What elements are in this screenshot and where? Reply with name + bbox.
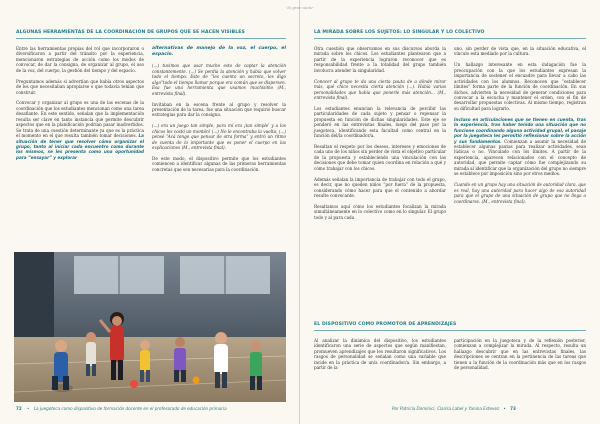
paragraph: Invitaban en la escena frente al grupo y resolver la presentación de la tarea. fue una situación que requirió buscar estrategias para dar la consigna. bbox=[152, 101, 286, 118]
right-section2-rule bbox=[314, 330, 586, 331]
page-gutter bbox=[299, 0, 300, 424]
right-title-rule bbox=[314, 38, 586, 39]
right-section2-title: EL DISPOSITIVO COMO PROMOTOR DE APRENDIZAJES bbox=[314, 322, 457, 327]
paragraph: Un hallazgo interesante en esta indagación fue la preocupación con la que los estudiantes expresan la importancia de sostener el encuadre para llevar a cabo las actividades con los alumnos. Reconocen que “establecer límites” forma parte de la función de coordinación. En sus dichos, advierten la necesidad de generar condiciones para convocar a la escucha y mantener el orden, con el fin de desarrollar propuestas colectivas. Al mismo tiempo, registran su dificultad para lograrlo. bbox=[454, 62, 586, 111]
paragraph: Resaltamos aquí cómo los estudiantes focalizan la mirada simultáneamente en lo colectivo como en lo singular. El grupo todo y al para cada bbox=[314, 203, 446, 220]
left-column-1 bbox=[16, 46, 144, 160]
left-title-rule bbox=[16, 38, 286, 39]
left-section-title: ALGUNAS HERRAMIENTAS DE LA COORDINACIÓN DE GRUPOS QUE SE HACEN VISIBLES bbox=[16, 30, 245, 35]
footer-authors: Por Patricia Domínici, Clarisa Label y Yanina Estevez bbox=[392, 406, 500, 411]
right-s1-column-2 bbox=[454, 46, 586, 204]
paragraph: uno, sin perder de vista que, en la situación educativa, el vínculo está mediado por la cultura. bbox=[454, 46, 586, 57]
right-s1-column-1 bbox=[314, 46, 446, 220]
paragraph: participación en la juegoteca y de la reflexión posterior, comienzan a complejizar la mirada. Al respecto, resulta un hallazgo descubrir que en las entrevistas finales, las descripciones se centran en la pertinencia de las tareas que tienen a la función de la coordinación más que en los rasgos de personalidad. bbox=[454, 338, 586, 371]
paragraph: Resaltan el respeto por los deseos, intereses y emociones de cada uno de los niños sin perder de vista el objetivo particular de la propuesta y estableciendo una vinculación con las decisiones que debe tomar quien coordina en relación a qué y cómo trabajar con los chicos. bbox=[314, 143, 446, 171]
interview-quote: (...) tuvimos que usar mucho esto de captar la atención constantemente. (...) Se perdía la atención y había que volver todo el tiempo. Esto de “les cuento un secreto, les digo algo”todo el tiempo llamar porque era común que se dispersen. Esa fue una herramienta que usamos muchísimo (M., entrevista final). bbox=[152, 63, 286, 96]
footer-bullet: • bbox=[503, 406, 506, 411]
paragraph: De este modo, el dispositivo permite que los estudiantes comiencen a identificar algunas de las primeras herramientas concretas que son necesarias para la coordinación. bbox=[152, 155, 286, 172]
right-s2-column-1 bbox=[314, 338, 446, 371]
page-number: 73 bbox=[510, 406, 516, 411]
pull-quote: Incluso en articulaciones que se tienen en cuenta, tras la experiencia, tras haber tenido una situación que no funcione coordinando alguna actividad grupal, el pasaje por la juegoteca les permitió reflexionar sobre la acción y sus fundamentos. bbox=[454, 116, 586, 144]
interview-quote: Cuando en un grupo hay una situación de autoridad clara, que es real, hay una autoridad para hacer algo de esa autoridad para que el grupo de una situación de grupo que no llega a coordinarse. (M., entrevista final). bbox=[454, 182, 586, 204]
paragraph: Además señalan la importancia de trabajar con todo el grupo, es decir, que no queden niños “por fuera” de la propuesta, considerando cómo hacer para que el contenido a abordar resulte convocante. bbox=[314, 176, 446, 198]
page-number: 72 bbox=[16, 406, 22, 411]
right-s2-column-2 bbox=[454, 338, 586, 371]
interview-quote: Conocer al grupo te da una cierta pauta de a dónde mirar más, qué chico necesita cierta atención (...). Había varias personalidades que había que ponerle más atención... (M., entrevista final). bbox=[314, 78, 446, 101]
right-section1-title: LA MIRADA SOBRE LOS SUJETOS: LO SINGULAR Y LO COLECTIVO bbox=[314, 30, 485, 35]
running-head: -la gran siete- bbox=[285, 5, 315, 10]
pull-quote-continued: alternativas de manejo de la voz, el cuerpo, el espacio. bbox=[152, 46, 286, 57]
gym-photo bbox=[14, 252, 286, 402]
paragraph: Incluso en articulaciones que se tienen en cuenta, tras la experiencia, tras haber tenido una situación que no funcione coordinando alguna actividad grupal, el pasaje por la juegoteca les permitió reflexionar sobre la acción y sus fundamentos. Comienzan a asumir la necesidad de establecer algunas pautas para realizar actividades, sean lúdicas o no. Vinculado con los límites. A partir de la experiencia, aparecen relacionados con el concepto de autoridad, que permite captar cómo fue complejizando su mirada al identificar que la organización del grupo no siempre se establece por imposición sino por otros medios. bbox=[454, 116, 586, 177]
paragraph: Convocar y organizar al grupo es una de las escenas de la coordinación que los estudiantes mencionan como una tarea desafiante. En este sentido, señalan que la implementación resulta ser clave en tanto instancia que permite descubrir aspectos que en la planificación podrían pasar inadvertidos. Se trata de una cuestión determinante ya que es la práctica el momento en el que resulta también tomar decisiones. La situación de tener que resolver cómo organizar el grupo, tanto al iniciar cada encuentro como durante los mismos, se les presenta como una oportunidad para “ensayar” y explorar bbox=[16, 100, 144, 160]
paragraph: Los estudiantes enuncian la relevancia de percibir las particularidades de cada sujeto y pensar o repensar la propuesta en función de dichas singularidades. Este eje se ponderó en las entrevistas finales, luego del paso por la juegoteca, identificando esta facultad como central en la función del/la coordinador/a. bbox=[314, 105, 446, 139]
paragraph: Al analizar la dinámica del dispositivo, los estudiantes identificaron una serie de aspectos que según manifiestan, promueven aprendizajes que les resultaron significativos. Los rasgos de personalidad se señalan como una variable que incide en la práctica de un/a coordinador/a. Sin embargo, a partir de la bbox=[314, 338, 446, 371]
left-footer bbox=[16, 406, 227, 411]
paragraph: Otra cuestión que observamos en sus discursos aborda la mirada sobre los chicos. Los estudiantes plantearon que a partir de la experiencia lograron reconocer que es responsabilidad frente a la totalidad del grupo también involucra atender la singularidad. bbox=[314, 46, 446, 73]
right-footer bbox=[392, 406, 516, 411]
left-column-2 bbox=[152, 46, 286, 172]
paragraph: Entre las herramientas propias del rol que incorporaron o diversificaron a partir del tránsito por la experiencia, mencionaron estrategias de acción como los modos de convocar, de dar la consigna, de organizar al grupo, el uso de la voz, del cuerpo, la gestión del tiempo y del espacio. bbox=[16, 46, 144, 73]
paragraph: Preguntamos además si advertían que había otros aspectos de los que necesitaban apropiarse o que todavía tenían que construir. bbox=[16, 78, 144, 95]
footer-bullet: • bbox=[27, 406, 30, 411]
footer-title: La juegoteca como dispositivo de formación docente en el profesorado de educación primaria bbox=[33, 406, 227, 411]
interview-quote: (...) era un juego tan simple, para mí era ¡tan simple’ y a los chicos les costó un montón! (...) No le encontraba la vuelta, (...) pensé “Acá tengo que pensar de otra forma” y entró un ritmo de cuenta de lo importante que es poner el cuerpo en las explicaciones (M., entrevista final). bbox=[152, 123, 286, 151]
pull-quote: La situación de tener que resolver cómo organizar el grupo, tanto al iniciar cada encuentro como durante los mismos, se les presenta como una oportunidad para “ensayar” y explorar bbox=[16, 133, 144, 160]
